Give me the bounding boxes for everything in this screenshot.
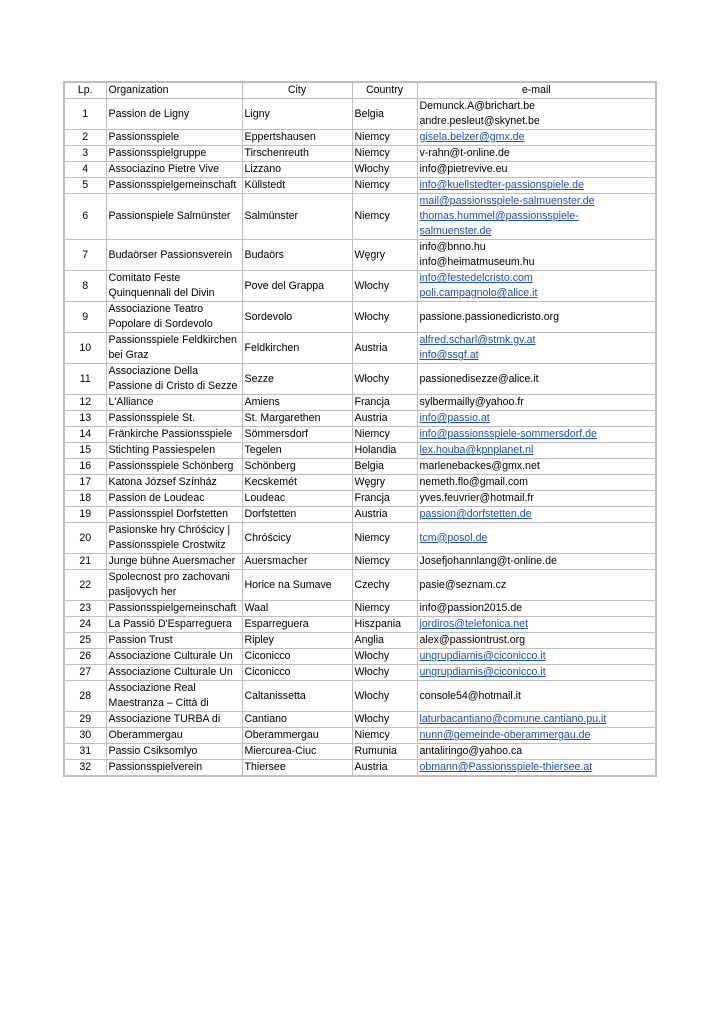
- city-cell: Thiersee: [242, 760, 352, 777]
- country-cell: Niemcy: [352, 523, 417, 554]
- table-row: [64, 333, 656, 364]
- organization-cell: [106, 395, 242, 411]
- email-cell: [417, 712, 656, 728]
- organization-name-line: Passionsspiel Dorfstetten: [108, 508, 229, 520]
- country-cell: Austria: [352, 760, 417, 777]
- email-text: Demunck.A@brichart.be: [419, 100, 536, 112]
- organization-name-line: Associazione Culturale Un: [108, 650, 233, 662]
- organization-name-line: Associazione Della: [108, 365, 199, 377]
- country-cell: Niemcy: [352, 130, 417, 146]
- country-cell: Belgia: [352, 99, 417, 130]
- email-link[interactable]: laturbacantiano@comune.cantiano.pu.it: [419, 713, 607, 725]
- email-text: antaliringo@yahoo.ca: [419, 745, 523, 757]
- table-row: [64, 617, 656, 633]
- email-cell: [417, 427, 656, 443]
- organization-cell: [106, 712, 242, 728]
- table-row: [64, 240, 656, 271]
- organization-cell: [106, 443, 242, 459]
- table-row: [64, 364, 656, 395]
- organization-cell: [106, 146, 242, 162]
- row-number: 7: [64, 240, 106, 271]
- city-cell: Dorfstetten: [242, 507, 352, 523]
- row-number: 5: [64, 178, 106, 194]
- table-row: [64, 427, 656, 443]
- email-cell: [417, 99, 656, 130]
- email-link[interactable]: nunn@gemeinde-oberammergau.de: [419, 729, 591, 741]
- email-cell: [417, 633, 656, 649]
- email-link[interactable]: tcm@posol.de: [419, 531, 488, 544]
- city-cell: Waal: [242, 601, 352, 617]
- country-cell: Włochy: [352, 649, 417, 665]
- row-number: 16: [64, 459, 106, 475]
- table-row: [64, 744, 656, 760]
- organization-name-line: Comitato Feste: [108, 272, 181, 284]
- row-number: 24: [64, 617, 106, 633]
- organization-cell: [106, 130, 242, 146]
- row-number: 32: [64, 760, 106, 777]
- organization-name-line: Passionsspiele St.: [108, 412, 196, 424]
- organization-name-line: Quinquennali del Divin: [108, 287, 215, 299]
- email-link[interactable]: poli.campagnolo@alice.it: [419, 287, 538, 299]
- email-link[interactable]: info@kuellstedter-passionspiele.de: [419, 179, 584, 191]
- organization-name-line: Passionsspiele Crostwitz: [108, 539, 226, 551]
- row-number: 22: [64, 570, 106, 601]
- email-text: Josefjohannlang@t-online.de: [419, 555, 557, 567]
- country-cell: Niemcy: [352, 554, 417, 570]
- organization-cell: [106, 99, 242, 130]
- organization-cell: [106, 333, 242, 364]
- organization-name-line: Passionsspiele: [108, 131, 180, 143]
- city-cell: Tirschenreuth: [242, 146, 352, 162]
- country-cell: Węgry: [352, 240, 417, 271]
- city-cell: Lizzano: [242, 162, 352, 178]
- table-row: [64, 570, 656, 601]
- organization-cell: [106, 681, 242, 712]
- row-number: 2: [64, 130, 106, 146]
- table-row: [64, 554, 656, 570]
- organization-cell: [106, 411, 242, 427]
- table-row: [64, 146, 656, 162]
- city-cell: Chróścicy: [242, 523, 352, 554]
- header-email: e-mail: [417, 82, 656, 99]
- row-number: 6: [64, 194, 106, 240]
- table-row: [64, 649, 656, 665]
- city-cell: Cantiano: [242, 712, 352, 728]
- organization-cell: [106, 475, 242, 491]
- organization-name-line: Passionspiele Salmünster: [108, 210, 231, 222]
- organization-name-line: Junge bühne Auersmacher: [108, 555, 236, 567]
- table-row: [64, 443, 656, 459]
- city-cell: Küllstedt: [242, 178, 352, 194]
- organization-name-line: La Passió D'Esparreguera: [108, 618, 232, 630]
- organization-name-line: Passione di Cristo di Sezze: [108, 380, 238, 392]
- organization-cell: [106, 554, 242, 570]
- organization-cell: [106, 617, 242, 633]
- country-cell: Węgry: [352, 475, 417, 491]
- country-cell: Holandia: [352, 443, 417, 459]
- email-link[interactable]: salmuenster.de: [419, 225, 492, 237]
- email-cell: [417, 760, 656, 777]
- city-cell: Schönberg: [242, 459, 352, 475]
- organization-name-line: Fränkirche Passionsspiele: [108, 428, 233, 440]
- organization-cell: [106, 271, 242, 302]
- email-cell: [417, 333, 656, 364]
- organization-cell: [106, 523, 242, 554]
- email-cell: [417, 271, 656, 302]
- email-text: pasie@seznam.cz: [419, 578, 507, 591]
- email-cell: [417, 178, 656, 194]
- email-cell: [417, 240, 656, 271]
- row-number: 12: [64, 395, 106, 411]
- organization-name-line: Associazione Real: [108, 682, 196, 694]
- organization-name-line: Passio Csiksomlyo: [108, 745, 198, 757]
- country-cell: Włochy: [352, 302, 417, 333]
- organization-name-line: Stichting Passiespelen: [108, 444, 216, 456]
- row-number: 15: [64, 443, 106, 459]
- row-number: 23: [64, 601, 106, 617]
- organization-cell: [106, 601, 242, 617]
- email-cell: [417, 395, 656, 411]
- organization-name-line: pasijovych her: [108, 586, 177, 598]
- organization-name-line: Katona József Színház: [108, 476, 217, 488]
- email-cell: [417, 744, 656, 760]
- email-link[interactable]: ungrupdiamis@ciconicco.it: [419, 650, 546, 662]
- city-cell: Auersmacher: [242, 554, 352, 570]
- table-row: [64, 491, 656, 507]
- email-text: passionedisezze@alice.it: [419, 372, 539, 385]
- country-cell: Austria: [352, 333, 417, 364]
- organization-name-line: Maestranza – Città di: [108, 697, 209, 709]
- email-cell: [417, 649, 656, 665]
- city-cell: Tegelen: [242, 443, 352, 459]
- email-cell: [417, 364, 656, 395]
- city-cell: Pove del Grappa: [242, 271, 352, 302]
- header-country: Country: [352, 82, 417, 99]
- country-cell: Włochy: [352, 271, 417, 302]
- email-text: yves.feuvrier@hotmail.fr: [419, 492, 534, 504]
- organization-cell: [106, 302, 242, 333]
- city-cell: Feldkirchen: [242, 333, 352, 364]
- organization-name-line: Popolare di Sordevolo: [108, 318, 213, 330]
- country-cell: Czechy: [352, 570, 417, 601]
- email-cell: [417, 601, 656, 617]
- email-link[interactable]: alfred.scharl@stmk.gv.at: [419, 334, 536, 346]
- email-link[interactable]: mail@passionsspiele-salmuenster.de: [419, 195, 595, 207]
- row-number: 28: [64, 681, 106, 712]
- contacts-table: [63, 81, 657, 777]
- city-cell: St. Margarethen: [242, 411, 352, 427]
- organization-cell: [106, 491, 242, 507]
- country-cell: Francja: [352, 395, 417, 411]
- organization-cell: [106, 633, 242, 649]
- country-cell: Niemcy: [352, 427, 417, 443]
- row-number: 20: [64, 523, 106, 554]
- organization-cell: [106, 744, 242, 760]
- email-link[interactable]: gisela.belzer@gmx.de: [419, 131, 525, 143]
- organization-name-line: Associazino Pietre Vive: [108, 163, 220, 175]
- organization-name-line: Passionsspielgemeinschaft: [108, 602, 237, 614]
- table-row: [64, 162, 656, 178]
- organization-cell: [106, 427, 242, 443]
- email-cell: [417, 130, 656, 146]
- organization-cell: [106, 649, 242, 665]
- organization-name-line: Passion de Ligny: [108, 107, 190, 120]
- row-number: 19: [64, 507, 106, 523]
- organization-name-line: Pasionske hry Chróścicy |: [108, 524, 231, 536]
- country-cell: Niemcy: [352, 728, 417, 744]
- email-text: v-rahn@t-online.de: [419, 147, 510, 159]
- email-text: marlenebackes@gmx.net: [419, 460, 540, 472]
- city-cell: Ciconicco: [242, 665, 352, 681]
- email-text: passione.passionedicristo.org: [419, 310, 560, 323]
- organization-name-line: Associazione Teatro: [108, 303, 204, 315]
- email-cell: [417, 665, 656, 681]
- email-link[interactable]: info@passio.at: [419, 412, 490, 424]
- email-link[interactable]: ungrupdiamis@ciconicco.it: [419, 666, 546, 678]
- organization-name-line: Oberammergau: [108, 729, 183, 741]
- organization-name-line: Associazione Culturale Un: [108, 666, 233, 678]
- city-cell: Eppertshausen: [242, 130, 352, 146]
- email-cell: [417, 302, 656, 333]
- organization-name-line: Spolecnost pro zachovani: [108, 571, 230, 583]
- organization-cell: [106, 507, 242, 523]
- row-number: 10: [64, 333, 106, 364]
- email-cell: [417, 681, 656, 712]
- organization-cell: [106, 194, 242, 240]
- row-number: 8: [64, 271, 106, 302]
- organization-name-line: bei Graz: [108, 349, 149, 361]
- email-text: nemeth.flo@gmail.com: [419, 476, 528, 488]
- city-cell: Esparreguera: [242, 617, 352, 633]
- organization-name-line: Passionsspielgemeinschaft: [108, 179, 237, 191]
- table-row: [64, 411, 656, 427]
- city-cell: Ligny: [242, 99, 352, 130]
- email-text: info@heimatmuseum.hu: [419, 256, 535, 268]
- row-number: 1: [64, 99, 106, 130]
- row-number: 11: [64, 364, 106, 395]
- organization-name-line: Passionsspielverein: [108, 761, 203, 773]
- country-cell: Hiszpania: [352, 617, 417, 633]
- organization-name-line: Passion de Loudeac: [108, 492, 205, 504]
- city-cell: Sömmersdorf: [242, 427, 352, 443]
- city-cell: Budaörs: [242, 240, 352, 271]
- row-number: 3: [64, 146, 106, 162]
- email-text: info@pietrevive.eu: [419, 163, 508, 175]
- row-number: 26: [64, 649, 106, 665]
- city-cell: Oberammergau: [242, 728, 352, 744]
- header-lp: Lp.: [64, 82, 106, 99]
- table-row: [64, 523, 656, 554]
- organization-cell: [106, 665, 242, 681]
- city-cell: Ripley: [242, 633, 352, 649]
- table-row: [64, 665, 656, 681]
- email-text: alex@passiontrust.org: [419, 634, 526, 646]
- table-row: [64, 395, 656, 411]
- email-cell: [417, 728, 656, 744]
- table-row: [64, 712, 656, 728]
- organization-name-line: Passionsspielgruppe: [108, 147, 207, 159]
- city-cell: Amiens: [242, 395, 352, 411]
- table-row: [64, 130, 656, 146]
- email-cell: [417, 411, 656, 427]
- table-row: [64, 302, 656, 333]
- email-cell: [417, 194, 656, 240]
- table-row: [64, 194, 656, 240]
- email-link[interactable]: jordiros@telefonica.net: [419, 618, 529, 630]
- country-cell: Włochy: [352, 364, 417, 395]
- email-link[interactable]: thomas.hummel@passionsspiele-: [419, 210, 579, 222]
- city-cell: Salmünster: [242, 194, 352, 240]
- table-row: [64, 760, 656, 777]
- organization-cell: [106, 240, 242, 271]
- email-cell: [417, 443, 656, 459]
- country-cell: Włochy: [352, 712, 417, 728]
- table-row: [64, 728, 656, 744]
- organization-cell: [106, 162, 242, 178]
- email-text: console54@hotmail.it: [419, 689, 521, 702]
- email-cell: [417, 617, 656, 633]
- organization-name-line: L'Alliance: [108, 396, 154, 408]
- email-cell: [417, 491, 656, 507]
- country-cell: Anglia: [352, 633, 417, 649]
- row-number: 18: [64, 491, 106, 507]
- email-link[interactable]: passion@dorfstetten.de: [419, 508, 532, 520]
- city-cell: Loudeac: [242, 491, 352, 507]
- email-cell: [417, 475, 656, 491]
- country-cell: Niemcy: [352, 194, 417, 240]
- row-number: 17: [64, 475, 106, 491]
- email-link[interactable]: info@passionsspiele-sommersdorf.de: [419, 428, 597, 440]
- row-number: 30: [64, 728, 106, 744]
- country-cell: Włochy: [352, 665, 417, 681]
- row-number: 29: [64, 712, 106, 728]
- email-cell: [417, 554, 656, 570]
- email-cell: [417, 459, 656, 475]
- country-cell: Austria: [352, 411, 417, 427]
- country-cell: Włochy: [352, 681, 417, 712]
- email-link[interactable]: info@festedelcristo.com: [419, 272, 533, 284]
- city-cell: Sordevolo: [242, 302, 352, 333]
- country-cell: Francja: [352, 491, 417, 507]
- email-link[interactable]: obmann@Passionsspiele-thiersee.at: [419, 761, 593, 773]
- organization-cell: [106, 178, 242, 194]
- email-cell: [417, 523, 656, 554]
- organization-name-line: Budaörser Passionsverein: [108, 248, 233, 261]
- organization-cell: [106, 728, 242, 744]
- header-row: [64, 82, 656, 99]
- email-text: sylbermailly@yahoo.fr: [419, 396, 524, 408]
- email-cell: [417, 507, 656, 523]
- organization-name-line: Passion Trust: [108, 634, 173, 646]
- city-cell: Kecskemét: [242, 475, 352, 491]
- city-cell: Ciconicco: [242, 649, 352, 665]
- email-text: info@bnno.hu: [419, 241, 486, 253]
- row-number: 4: [64, 162, 106, 178]
- organization-name-line: Associazione TURBA di: [108, 713, 221, 725]
- table-row: [64, 601, 656, 617]
- city-cell: Horice na Sumave: [242, 570, 352, 601]
- row-number: 21: [64, 554, 106, 570]
- email-text: andre.pesleut@skynet.be: [419, 115, 540, 127]
- row-number: 31: [64, 744, 106, 760]
- city-cell: Sezze: [242, 364, 352, 395]
- organization-name-line: Passionsspiele Schönberg: [108, 460, 234, 472]
- email-cell: [417, 146, 656, 162]
- table-row: [64, 475, 656, 491]
- country-cell: Niemcy: [352, 146, 417, 162]
- email-cell: [417, 162, 656, 178]
- country-cell: Austria: [352, 507, 417, 523]
- table-row: [64, 681, 656, 712]
- row-number: 9: [64, 302, 106, 333]
- organization-cell: [106, 364, 242, 395]
- table-row: [64, 271, 656, 302]
- organization-name-line: Passionsspiele Feldkirchen: [108, 334, 237, 346]
- table-row: [64, 633, 656, 649]
- country-cell: Niemcy: [352, 601, 417, 617]
- email-link[interactable]: lex.houba@kpnplanet.nl: [419, 444, 534, 456]
- country-cell: Niemcy: [352, 178, 417, 194]
- country-cell: Belgia: [352, 459, 417, 475]
- header-city: City: [242, 82, 352, 99]
- email-text: info@passion2015.de: [419, 602, 523, 614]
- table-row: [64, 459, 656, 475]
- row-number: 27: [64, 665, 106, 681]
- organization-cell: [106, 760, 242, 777]
- table-row: [64, 507, 656, 523]
- city-cell: Caltanissetta: [242, 681, 352, 712]
- organization-cell: [106, 459, 242, 475]
- country-cell: Rumunia: [352, 744, 417, 760]
- city-cell: Miercurea-Ciuc: [242, 744, 352, 760]
- row-number: 14: [64, 427, 106, 443]
- email-cell: [417, 570, 656, 601]
- country-cell: Włochy: [352, 162, 417, 178]
- organization-cell: [106, 570, 242, 601]
- email-link[interactable]: info@ssgf.at: [419, 349, 479, 361]
- header-organization: Organization: [106, 82, 242, 99]
- table-row: [64, 178, 656, 194]
- row-number: 25: [64, 633, 106, 649]
- table-row: [64, 99, 656, 130]
- row-number: 13: [64, 411, 106, 427]
